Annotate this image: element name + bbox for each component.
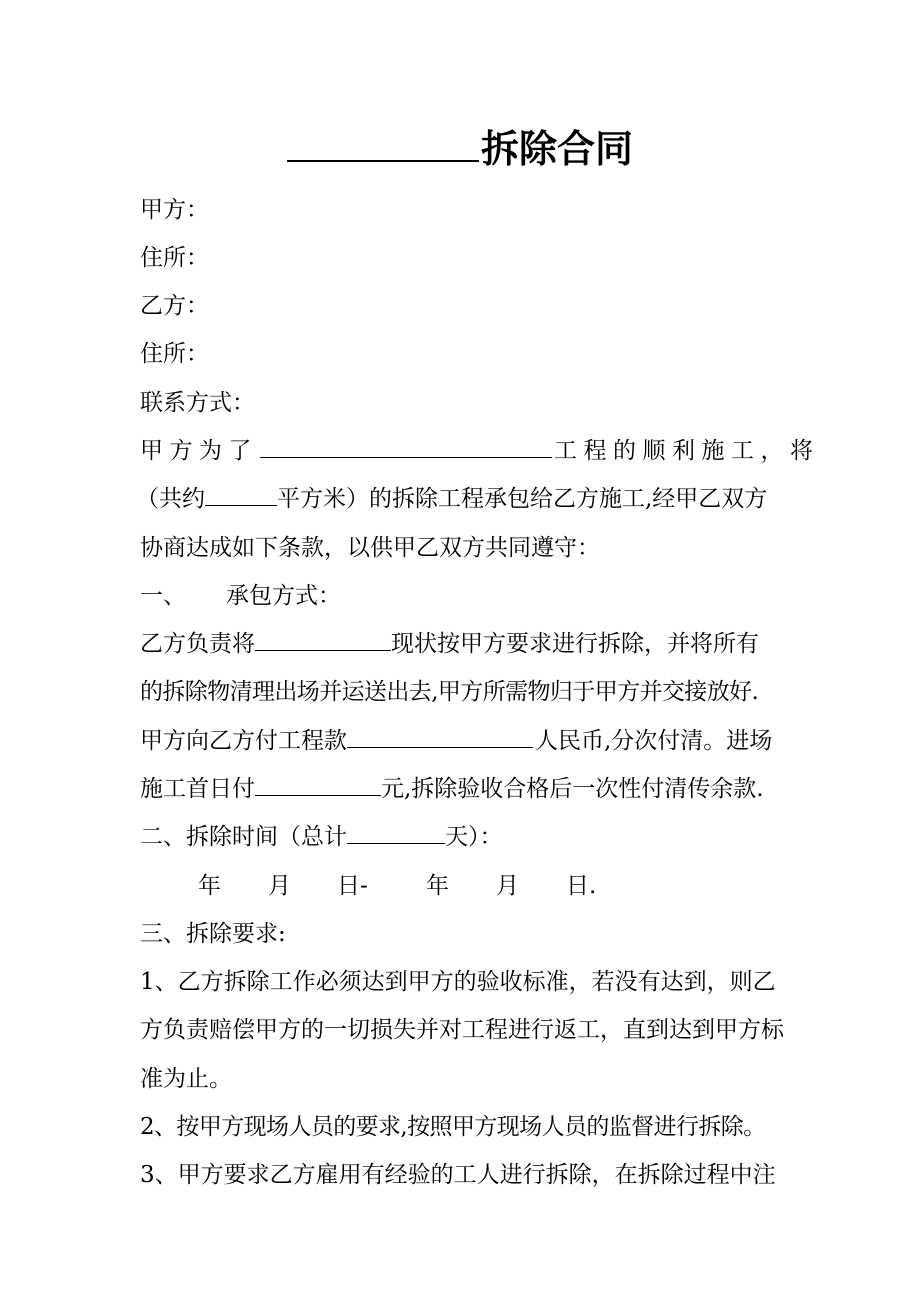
section1-para-4 [140, 773, 764, 805]
intro-text-2b: 平方米）的拆除工程承包给乙方施工,经甲乙双方 [277, 486, 768, 512]
section2-heading [140, 821, 503, 853]
contract-title [0, 122, 920, 176]
end-day-label: 日. [566, 873, 597, 899]
intro-text-1b: 工程的顺利施工，将 [554, 438, 820, 464]
end-year-label: 年 [426, 873, 449, 899]
section1-para-2: 的拆除物清理出场并运送出去,甲方所需物归于甲方并交接放好. [140, 679, 759, 705]
address-b-label: 住所： [140, 341, 209, 367]
project-name-blank[interactable] [260, 435, 552, 458]
section3-item1-line2: 方负责赔偿甲方的一切损失并对工程进行返工，直到达到甲方标 [140, 1017, 784, 1043]
section1-heading-text: 承包方式： [226, 583, 341, 609]
section1-text-3b: 人民币,分次付清。进场 [535, 728, 773, 754]
title-text: 拆除合同 [480, 126, 633, 171]
title-blank[interactable] [287, 122, 479, 162]
section2-text-a: 二、拆除时间（总计 [140, 824, 347, 850]
section1-para-3 [140, 725, 772, 757]
section1-para-1 [140, 628, 759, 660]
party-b-label: 乙方： [140, 293, 209, 319]
address-a-label: 住所： [140, 245, 209, 271]
start-year-label: 年 [198, 873, 221, 899]
section2-text-b: 天）： [445, 824, 503, 850]
section3-item1-line1: 1、乙方拆除工作必须达到甲方的验收标准，若没有达到，则乙 [140, 969, 776, 995]
end-month-label: 月 [496, 873, 519, 899]
intro-line-3: 协商达成如下条款，以供甲乙双方共同遵守： [140, 535, 600, 561]
total-days-blank[interactable] [347, 821, 445, 844]
object-blank[interactable] [255, 628, 391, 651]
section1-text-1b: 现状按甲方要求进行拆除，并将所有 [391, 631, 759, 657]
start-month-label: 月 [268, 873, 291, 899]
section3-item2: 2、按甲方现场人员的要求,按照甲方现场人员的监督进行拆除。 [140, 1114, 766, 1140]
section1-text-1a: 乙方负责将 [140, 631, 255, 657]
area-blank[interactable] [205, 483, 277, 506]
section1-text-4b: 元,拆除验收合格后一次性付清传余款. [381, 776, 764, 802]
intro-line-1 [140, 435, 820, 467]
payment-amount-blank[interactable] [347, 725, 533, 748]
section1-text-4a: 施工首日付 [140, 776, 255, 802]
intro-text-2a: （共约 [136, 486, 205, 512]
intro-line-2 [136, 483, 767, 515]
intro-text-1a: 甲方为了 [140, 438, 258, 464]
first-payment-blank[interactable] [255, 773, 381, 796]
section3-item1-line3: 准为止。 [140, 1066, 232, 1092]
contact-label: 联系方式： [140, 390, 255, 416]
section3-item3-line1: 3、甲方要求乙方雇用有经验的工人进行拆除，在拆除过程中注 [140, 1162, 776, 1188]
party-a-label: 甲方： [140, 197, 209, 223]
section1-text-3a: 甲方向乙方付工程款 [140, 728, 347, 754]
section1-heading [140, 580, 341, 612]
section3-heading: 三、拆除要求: [140, 921, 286, 947]
start-day-label: 日- [337, 873, 368, 899]
section1-number: 一、 [140, 583, 186, 609]
